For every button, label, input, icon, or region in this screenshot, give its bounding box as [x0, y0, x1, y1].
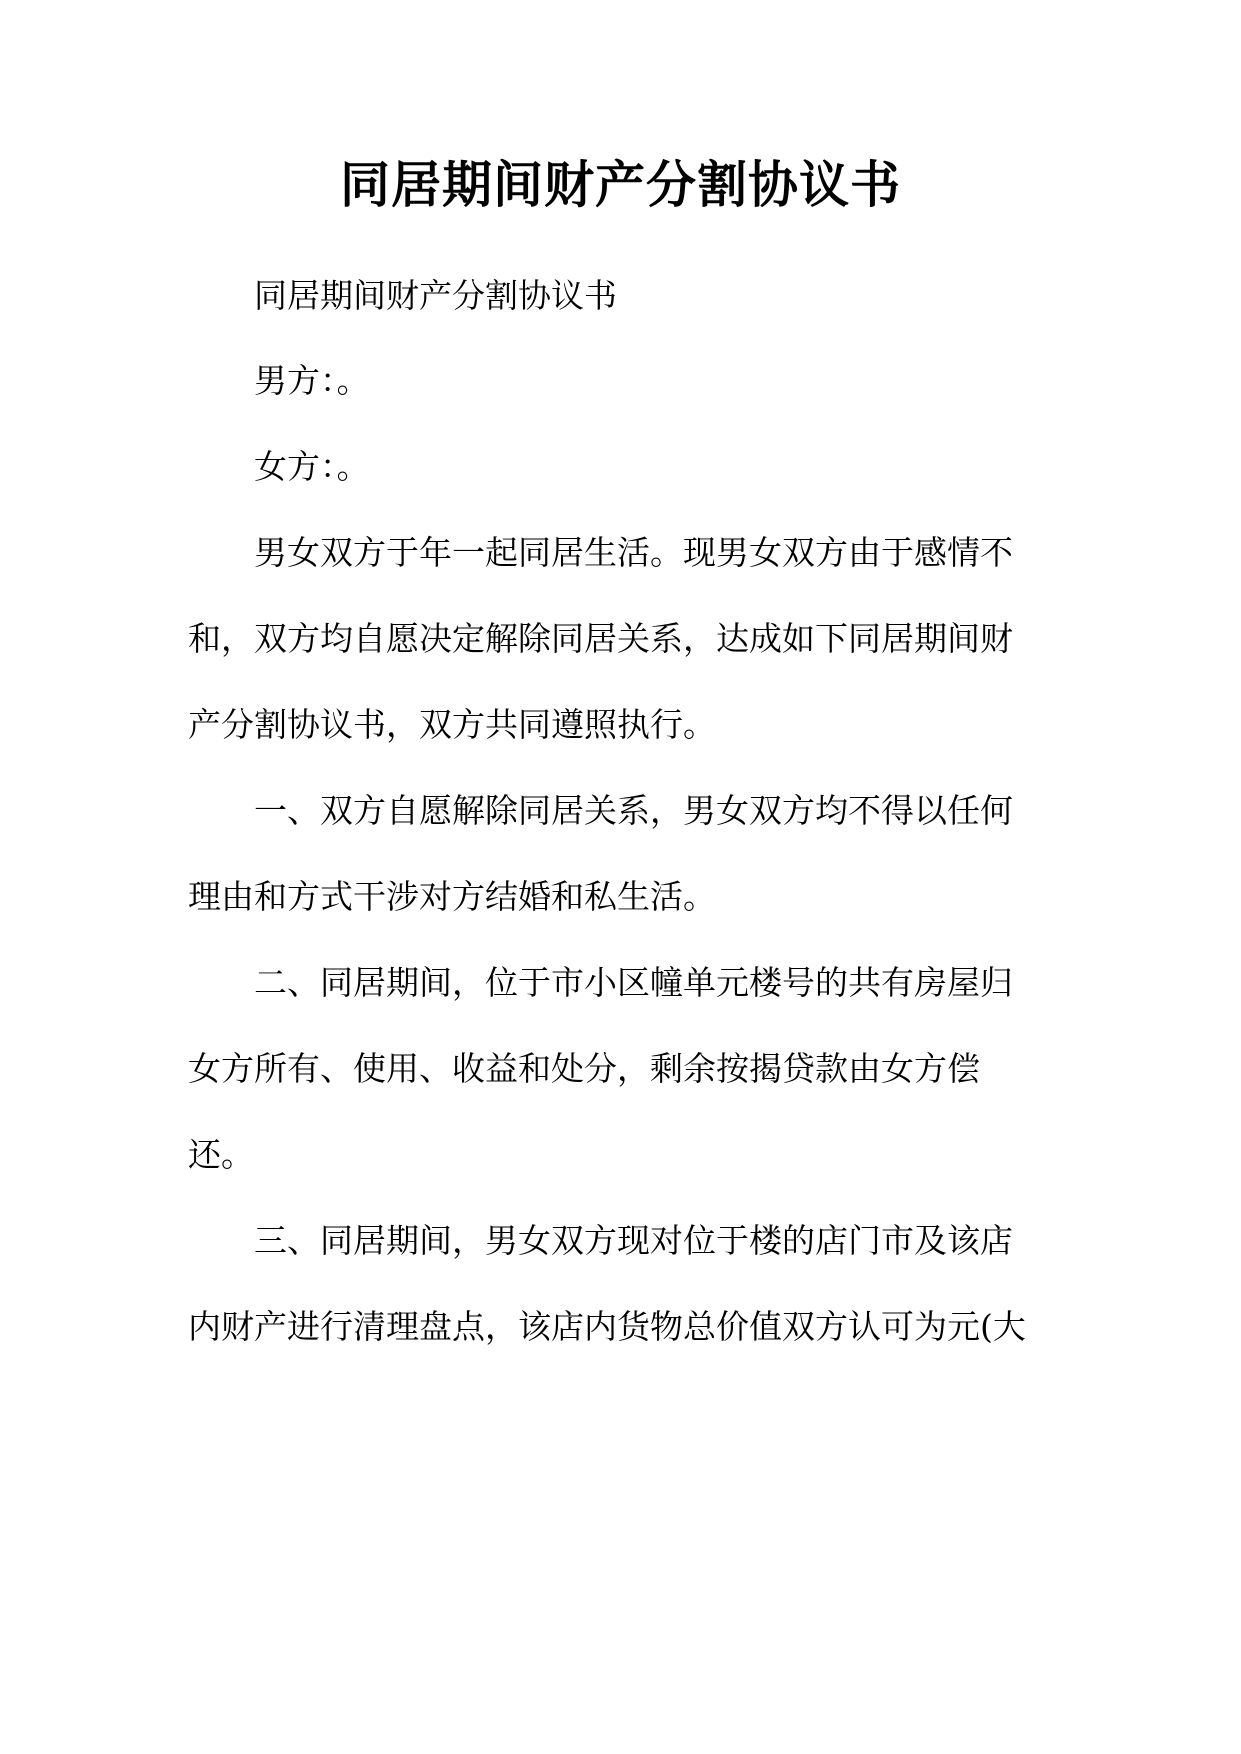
clause2-line-2: 女方所有、使用、收益和处分，剩余按揭贷款由女方偿	[188, 1049, 980, 1088]
document-title: 同居期间财产分割协议书	[340, 155, 901, 214]
clause3-line-1: 三、同居期间，男女双方现对位于楼的店门市及该店	[254, 1221, 1013, 1260]
female-party-line: 女方：。	[254, 447, 370, 486]
heading-repeat: 同居期间财产分割协议书	[254, 276, 617, 315]
clause1-line-2: 理由和方式干涉对方结婚和私生活。	[188, 877, 716, 916]
clause2-line-1: 二、同居期间，位于市小区幢单元楼号的共有房屋归	[254, 963, 1013, 1002]
clause1-line-1: 一、双方自愿解除同居关系，男女双方均不得以任何	[254, 791, 1013, 830]
clause3-line-2: 内财产进行清理盘点，该店内货物总价值双方认可为元(大	[188, 1307, 1026, 1346]
intro-line-1: 男女双方于年一起同居生活。现男女双方由于感情不	[254, 533, 1013, 572]
intro-line-3: 产分割协议书，双方共同遵照执行。	[188, 705, 716, 744]
clause2-line-3: 还。	[188, 1135, 254, 1174]
male-party-line: 男方：。	[254, 361, 370, 400]
intro-line-2: 和，双方均自愿决定解除同居关系，达成如下同居期间财	[188, 619, 1013, 658]
